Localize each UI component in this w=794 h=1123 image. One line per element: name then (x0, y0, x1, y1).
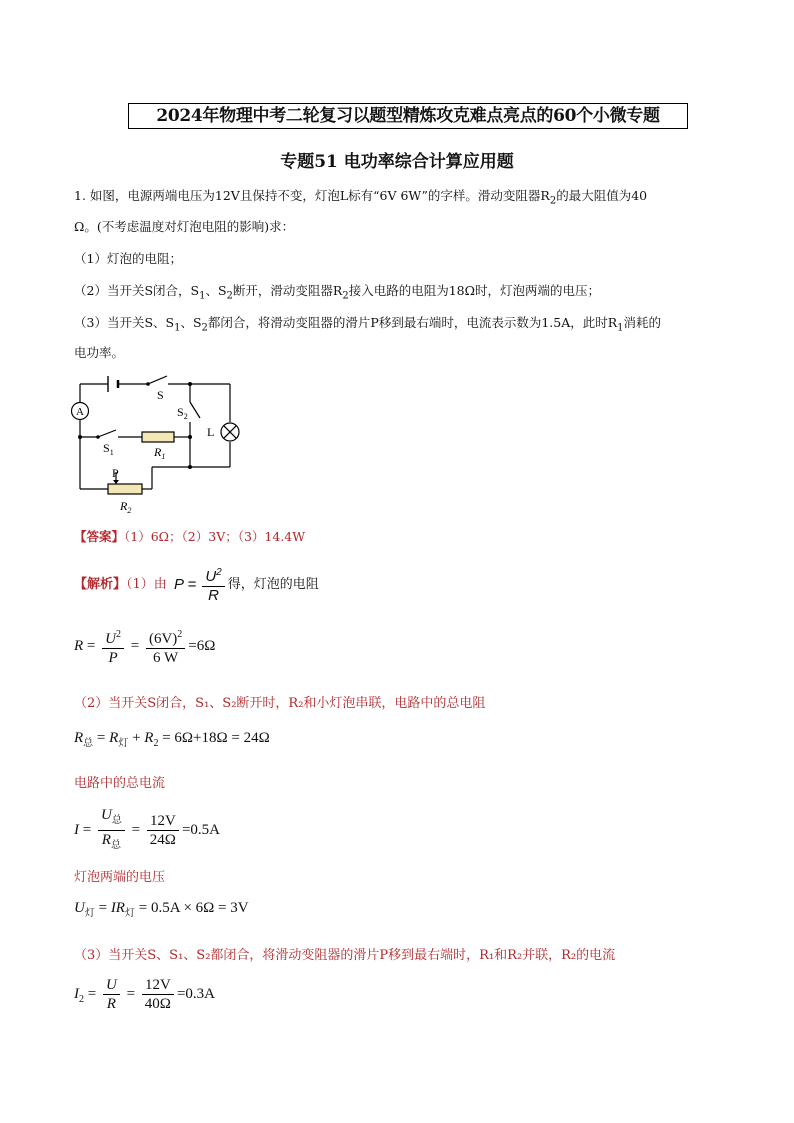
svg-text:S2: $S_2$ (177, 405, 188, 421)
resistor-r1-icon (142, 432, 174, 442)
topic-title: 专题51 电功率综合计算应用题 (280, 152, 514, 172)
svg-text:L: L (207, 425, 215, 439)
analysis-part-2: （2）当开关S闭合，S₁、S₂断开时，R₂和小灯泡串联，电路中的总电阻 (74, 696, 486, 711)
svg-text:R2: $R_2$ (120, 499, 132, 515)
current-label: 电路中的总电流 (74, 776, 166, 791)
svg-text:S1: $S_1$ (103, 441, 114, 457)
answer-line: 【答案】（1）6Ω；（2）3V；（3）14.4W (74, 529, 306, 544)
equation-4: $U_灯 = IR_灯 = 0.5A \times 6\Omega = 3V$ (74, 900, 249, 919)
equation-2: $R_总 = R_灯 + R_2 = 6\Omega+18\Omega = 24\Omega$ (74, 730, 270, 749)
question-part-3-cont: 电功率。 (74, 345, 125, 360)
question-part-3: （3）当开关S、$S_1$、$S_2$都闭合，将滑动变阻器的滑片P移到最右端时，电流表示数为1.5A，此时$R_1$消耗的 (74, 315, 662, 334)
voltage-label: 灯泡两端的电压 (74, 870, 166, 885)
equation-5: $I_2$ = $\frac{U}{R}$ = $\frac{12V}{40\Omega}$ =0.3A (74, 977, 215, 1012)
question-part-1: （1）灯泡的电阻； (74, 251, 182, 266)
equation-1: R = $\frac{U^2}{P}$ = $\frac{(6V)^2}{6 W}$ =6Ω (74, 626, 215, 667)
svg-text:R1: $R_1$ (154, 445, 166, 461)
equation-3: I = $\frac{U_总}{R_总}$ = $\frac{12V}{24\Omega}$ =0.5A (74, 807, 220, 851)
question-line-2: Ω。(不考虑温度对灯泡电阻的影响)求： (74, 219, 295, 234)
svg-text:P: P (112, 466, 119, 480)
question-line-1: 1. 如图，电源两端电压为12V且保持不变，灯泡L标有“6V 6W”的字样。滑动变阻器$R_2$的最大阻值为40 (74, 188, 648, 207)
doc-title: 2024年物理中考二轮复习以题型精炼攻克难点亮点的60个小微专题 (128, 103, 688, 129)
svg-text:A: A (76, 406, 84, 418)
question-part-2: （2）当开关S闭合，$S_1$、$S_2$断开，滑动变阻器$R_2$接入电路的电阻为18Ω时，灯泡两端的电压； (74, 283, 600, 302)
analysis-intro: 【解析】（1）由 P = $\frac{U^2}{R}$ 得，灯泡的电阻 (74, 564, 319, 605)
analysis-part-3: （3）当开关S、S₁、S₂都闭合，将滑动变阻器的滑片P移到最右端时，R₁和R₂并联，R₂的电流 (74, 948, 616, 963)
resistor-r2-icon (108, 484, 142, 494)
svg-text:S: S (157, 388, 164, 402)
formula-p-u2-r: P = (173, 575, 197, 593)
circuit-diagram (68, 372, 248, 517)
